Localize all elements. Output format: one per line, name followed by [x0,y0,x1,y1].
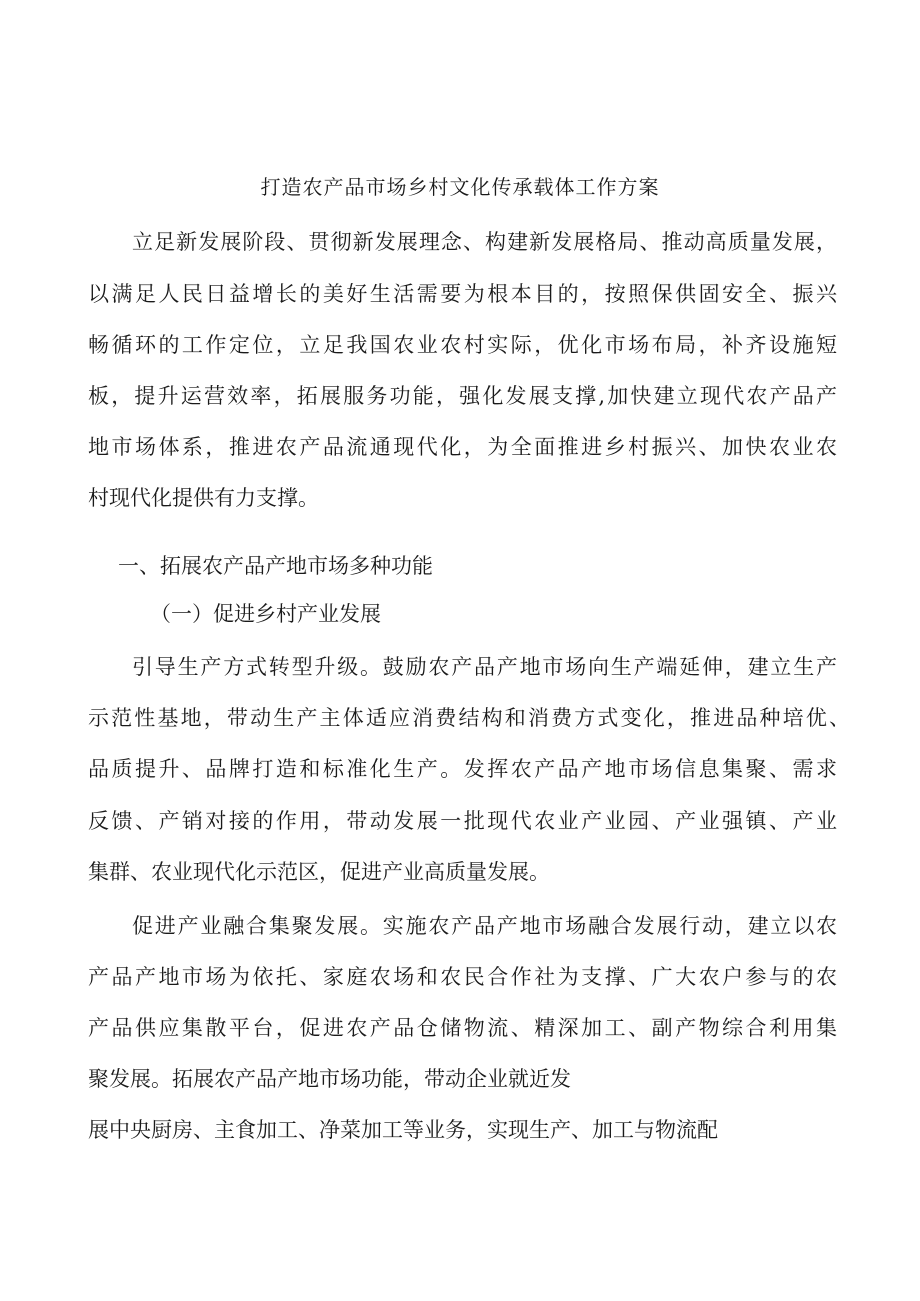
subsection-heading: （一）促进乡村产业发展 [150,602,381,626]
para1-line-5: 集群、农业现代化示范区，促进产业高质量发展。 [88,860,550,884]
intro-line-2: 以满足人民日益增长的美好生活需要为根本目的，按照保供固安全、振兴 [88,282,837,306]
section-heading: 一、拓展农产品产地市场多种功能 [118,554,433,578]
intro-line-5: 地市场体系，推进农产品流通现代化，为全面推进乡村振兴、加快农业农 [88,435,837,459]
para2-line-2: 产品产地市场为依托、家庭农场和农民合作社为支撑、广大农户参与的农 [88,965,837,989]
intro-line-6: 村现代化提供有力支撑。 [88,486,319,510]
para1-line-4: 反馈、产销对接的作用，带动发展一批现代农业产业园、产业强镇、产业 [88,809,837,833]
intro-line-4: 板，提升运营效率，拓展服务功能，强化发展支撑,加快建立现代农产品产 [88,384,837,408]
para2-line-5: 展中央厨房、主食加工、净菜加工等业务，实现生产、加工与物流配 [88,1118,718,1142]
document-title: 打造农产品市场乡村文化传承载体工作方案 [260,175,660,199]
para2-line-3: 产品供应集散平台，促进农产品仓储物流、精深加工、副产物综合利用集 [88,1016,837,1040]
para2-line-4: 聚发展。拓展农产品产地市场功能，带动企业就近发 [88,1067,571,1091]
para1-line-1: 引导生产方式转型升级。鼓励农产品产地市场向生产端延伸，建立生产 [132,655,837,679]
para1-line-2: 示范性基地，带动生产主体适应消费结构和消费方式变化，推进品种培优、 [88,706,850,730]
intro-line-3: 畅循环的工作定位，立足我国农业农村实际，优化市场布局，补齐设施短 [88,333,837,357]
para2-line-1: 促进产业融合集聚发展。实施农产品产地市场融合发展行动，建立以农 [132,914,837,938]
intro-line-1: 立足新发展阶段、贯彻新发展理念、构建新发展格局、推动高质量发展， [132,230,837,254]
para1-line-3: 品质提升、品牌打造和标准化生产。发挥农产品产地市场信息集聚、需求 [88,757,837,781]
